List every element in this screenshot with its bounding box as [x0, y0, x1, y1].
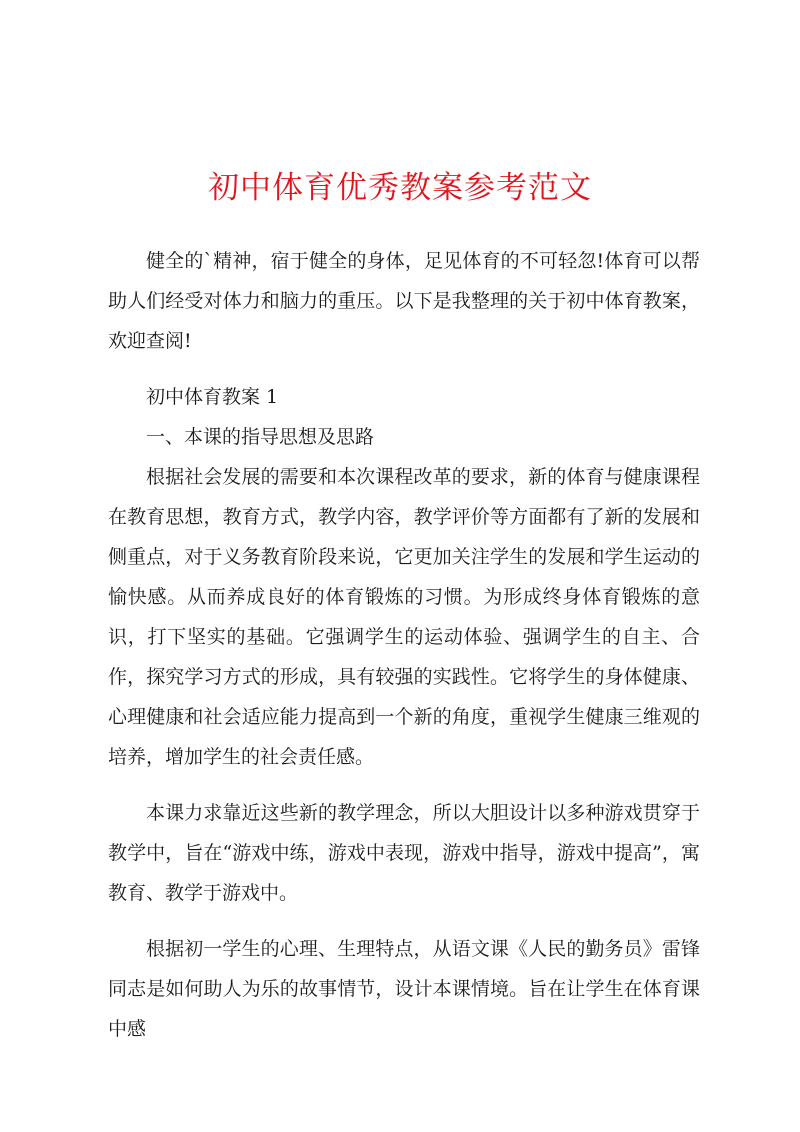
body-paragraph-3: 根据初一学生的心理、生理特点，从语文课《人民的勤务员》雷锋同志是如何助人为乐的故事情节，设计本课情境。旨在让学生在体育课中感: [108, 938, 700, 1040]
body-paragraph-1: 根据社会发展的需要和本次课程改革的要求，新的体育与健康课程在教育思想，教育方式，教学内容，教学评价等方面都有了新的发展和侧重点，对于义务教育阶段来说，它更加关注学生的发展和学生运动的愉快感。从而养成良好的体育锻炼的习惯。为形成终身体育锻炼的意识，打下坚实的基础。它强调学生的运动体验、强调学生的自主、合作，探究学习方式的形成，具有较强的实践性。它将学生的身体健康、心理健康和社会适应能力提高到一个新的角度，重视学生健康三维观的培养，增加学生的社会责任感。: [108, 466, 700, 768]
section-title: 初中体育教案 1: [146, 386, 279, 408]
subsection-title: 一、本课的指导思想及思路: [146, 426, 375, 448]
intro-paragraph: 健全的`精神，宿于健全的身体，足见体育的不可轻忽!体育可以帮助人们经受对体力和脑力的重压。以下是我整理的关于初中体育教案，欢迎查阅!: [108, 250, 700, 352]
body-paragraph-2: 本课力求靠近这些新的教学理念，所以大胆设计以多种游戏贯穿于教学中，旨在“游戏中练，游戏中表现，游戏中指导，游戏中提高”，寓教育、教学于游戏中。: [108, 802, 700, 904]
document-body: [108, 241, 700, 1049]
document-title: 初中体育优秀教案参考范文: [208, 170, 592, 206]
